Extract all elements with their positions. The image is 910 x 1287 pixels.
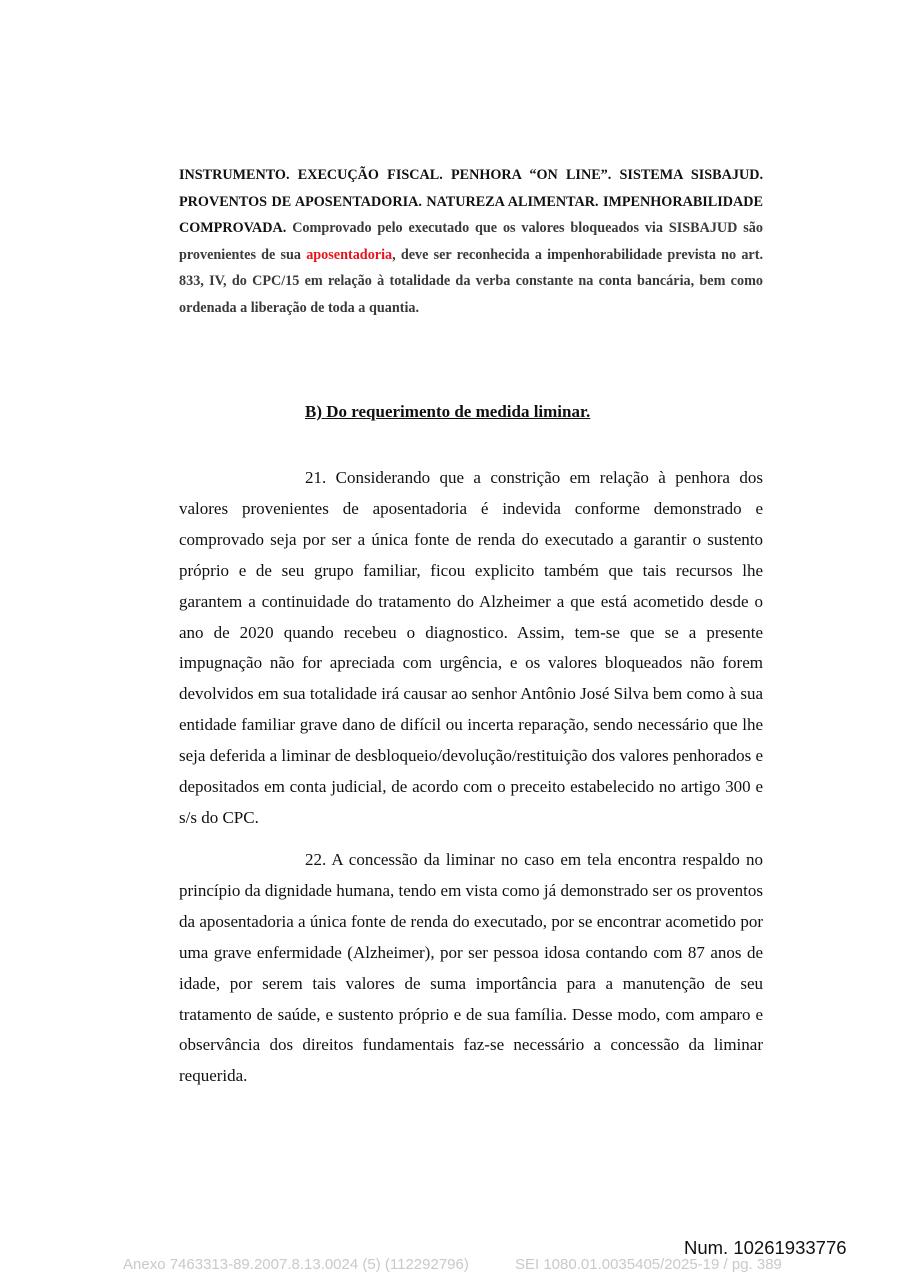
paragraph-22: 22. A concessão da liminar no caso em tela encontra respaldo no princípio da dignidade humana, tendo em vista como já demonstrado ser os proventos da aposentadoria a única fonte de renda do executado, por se encontrar acometido por uma grave enfermidade (Alzheimer), por ser pessoa idosa contando com 87 anos de idade, por serem tais valores de suma importância para a manutenção de seu tratamento de saúde, e sustento próprio e de sua família. Desse modo, com amparo e observância dos direitos fundamentais faz-se necessário a concessão da liminar requerida. [179,850,764,1086]
section-heading: B) Do requerimento de medida liminar. [305,402,591,421]
ementa-text-before: Comprovado pelo executado que os valores bloqueados via SISBAJUD são provenientes de sua [179,220,763,263]
ementa-text-after: , deve ser reconhecida a impenhorabilidade prevista no art. 833, IV, do CPC/15 em relação à totalidade da verba constante na conta bancária, bem como ordenada a liberação de toda a quantia. [179,246,763,316]
document-number: Num. 10261933776 [684,1237,847,1258]
ementa-block [179,162,763,322]
ementa-highlight: aposentadoria [306,246,393,263]
footer-sei: SEI 1080.01.0035405/2025-19 / pg. 389 [515,1256,782,1273]
ementa-caps: INSTRUMENTO. EXECUÇÃO FISCAL. PENHORA “ON LINE”. SISTEMA SISBAJUD. PROVENTOS DE APOSENTADORIA. NATUREZA ALIMENTAR. IMPENHORABILIDADE COMPROVADA. [179,167,763,237]
paragraph-21: 21. Considerando que a constrição em relação à penhora dos valores provenientes de aposentadoria é indevida conforme demonstrado e comprovado seja por ser a única fonte de renda do executado a garantir o sustento próprio e de seu grupo familiar, ficou explicito também que tais recursos lhe garantem a continuidade do tratamento do Alzheimer a que está acometido desde o ano de 2020 quando recebeu o diagnostico. Assim, tem-se que se a presente impugnação não for apreciada com urgência, e os valores bloqueados não forem devolvidos em sua totalidade irá causar ao senhor Antônio José Silva bem como à sua entidade familiar grave dano de difícil ou incerta reparação, sendo necessário que lhe seja deferida a liminar de desbloqueio/devolução/restituição dos valores penhorados e depositados em conta judicial, de acordo com o preceito estabelecido no artigo 300 e s/s do CPC. [179,468,763,827]
footer-annex: Anexo 7463313-89.2007.8.13.0024 (5) (112292796) [123,1256,469,1273]
